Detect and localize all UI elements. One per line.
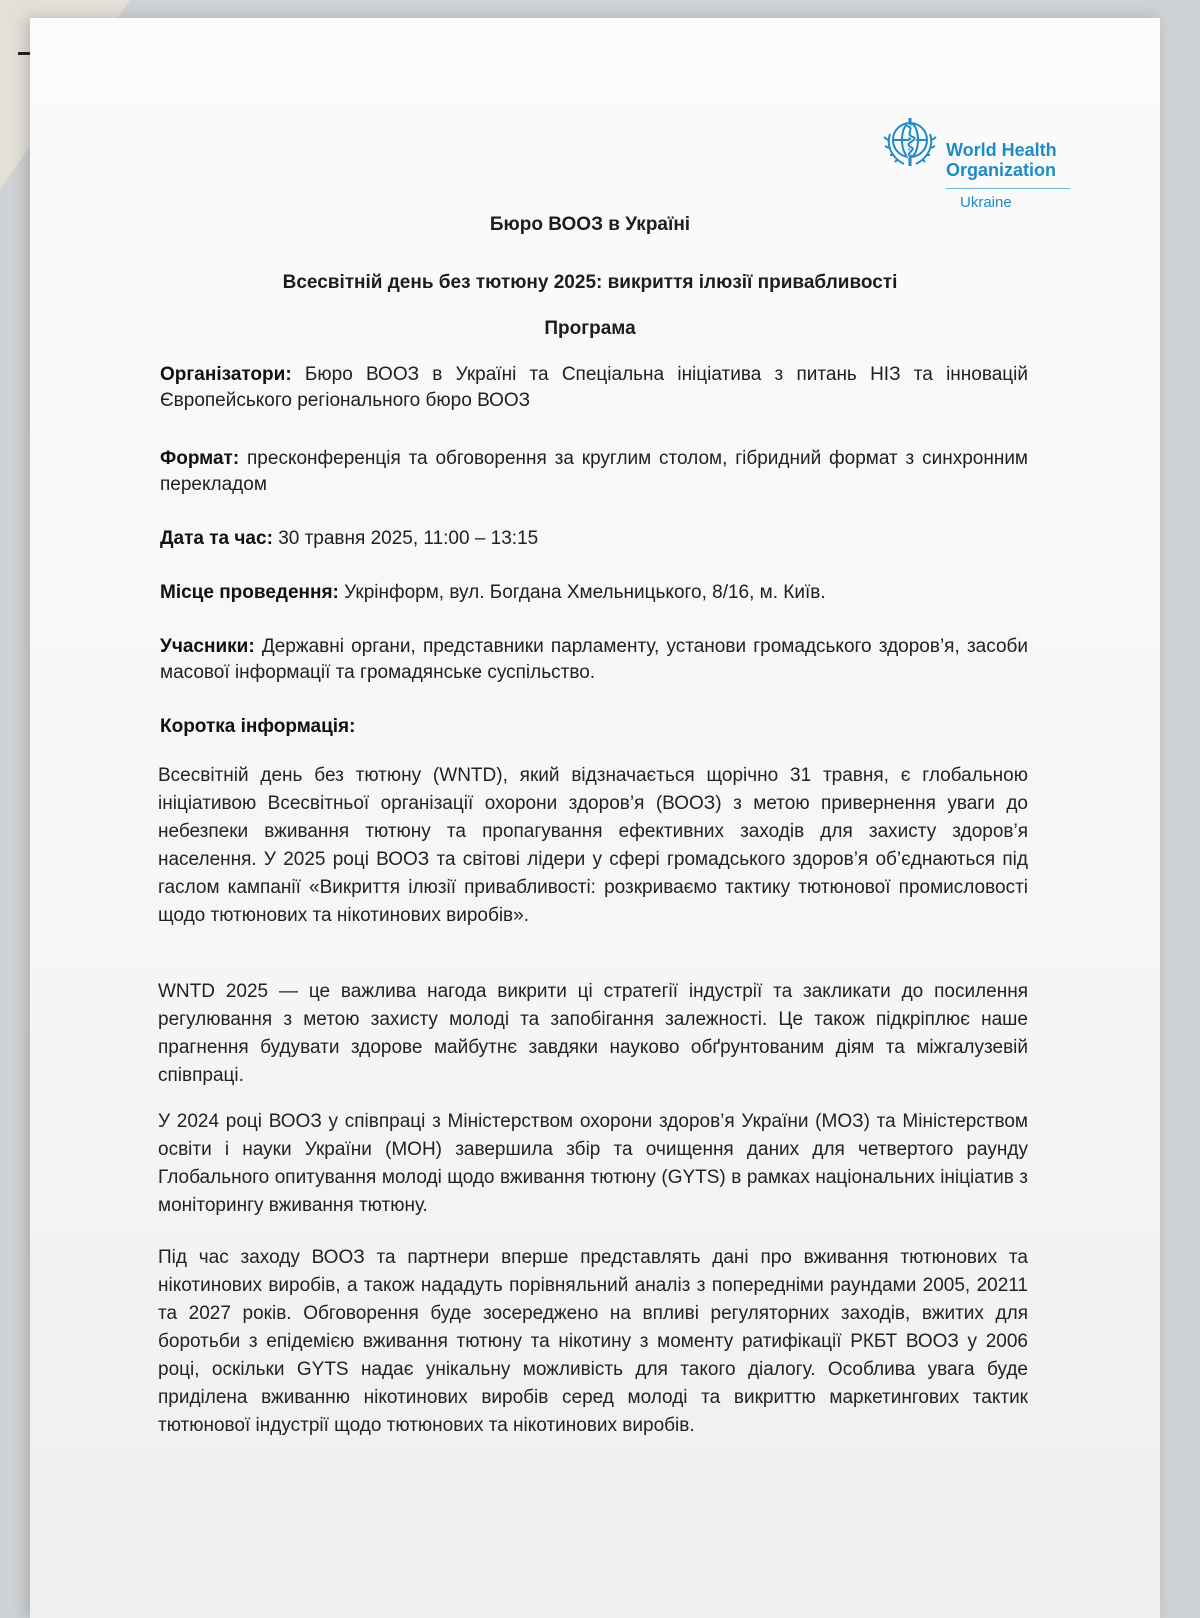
summary-paragraph-1: Всесвітній день без тютюну (WNTD), який відзначається щорічно 31 травня, є глобальною ініціативою Всесвітньої організації охорони здоров’я (ВООЗ) з метою привернення уваги до небезпеки вживання тютюну та пропагування ефективних заходів для захисту здоров’я населення. У 2025 році ВООЗ та світові лідери у сфері громадського здоров’я об’єднаються під гаслом кампанії «Викриття ілюзії привабливості: розкриваємо тактику тютюнової промисловості щодо тютюнових та нікотинових виробів». [158,765,1028,926]
format-value: пресконференція та обговорення за круглим столом, гібридний формат з синхронним перекладом [160,448,1028,495]
datetime-value: 30 травня 2025, 11:00 – 13:15 [278,528,539,549]
participants-value: Державні органи, представники парламенту, установи громадського здоров’я, засоби масової інформації та громадянське суспільство. [160,636,1028,683]
participants-label: Учасники: [160,636,255,657]
venue-item [160,580,1028,606]
summary-heading: Коротка інформація: [160,716,356,737]
document-page [30,18,1160,1618]
logo-organization-name: World Health Organization [946,140,1057,180]
venue-value: Укрінформ, вул. Богдана Хмельницького, 8/16, м. Київ. [344,582,826,603]
participants-item [160,634,1028,686]
datetime-item [160,526,1028,552]
summary-paragraph-4: Під час заходу ВООЗ та партнери вперше представлять дані про вживання тютюнових та нікотинових виробів, а також нададуть порівняльний аналіз з попередніми раундами 2005, 20211 та 2027 років. Обговорення буде зосереджено на впливі регуляторних заходів, вжитих для боротьби з епідемією вживання тютюну та нікотину з моменту ратифікації РКБТ ВООЗ у 2006 році, оскільки GYTS надає унікальну можливість для такого діалогу. Особлива увага буде приділена вживанню нікотинових виробів серед молоді та викриттю маркетингових тактик тютюнової індустрії щодо тютюнових та нікотинових виробів. [158,1247,1028,1436]
organizers-value: Бюро ВООЗ в Україні та Спеціальна ініціатива з питань НІЗ та інновацій Європейського регіонального бюро ВООЗ [160,364,1029,411]
who-emblem-icon [880,110,940,170]
format-item [160,446,1028,498]
event-title: Всесвітній день без тютюну 2025: викриття ілюзії привабливості [282,272,898,293]
venue-label: Місце проведення: [160,582,339,603]
logo-divider [946,188,1070,189]
summary-paragraph-3: У 2024 році ВООЗ у співпраці з Міністерством охорони здоров’я України (МОЗ) та Міністерством освіти і науки України (МОН) завершила збір та очищення даних для четвертого раунду Глобального опитування молоді щодо вживання тютюну (GYTS) в рамках національних ініціатив з моніторингу вживання тютюну. [158,1111,1028,1216]
organizers-label: Організатори: [160,364,292,385]
organizers-item [160,362,1028,414]
format-label: Формат: [160,448,240,469]
datetime-label: Дата та час: [160,528,273,549]
program-heading: Програма [544,318,636,339]
summary-paragraph-2: WNTD 2025 — це важлива нагода викрити ці стратегії індустрії та закликати до посилення регулювання з метою захисту молоді та запобігання залежності. Це також підкріплює наше прагнення будувати здорове майбутнє завдяки науково обґрунтованим діям та міжгалузевій співпраці. [158,981,1028,1086]
who-logo [880,110,1070,220]
logo-country: Ukraine [960,194,1012,211]
office-heading: Бюро ВООЗ в Україні [489,214,691,235]
